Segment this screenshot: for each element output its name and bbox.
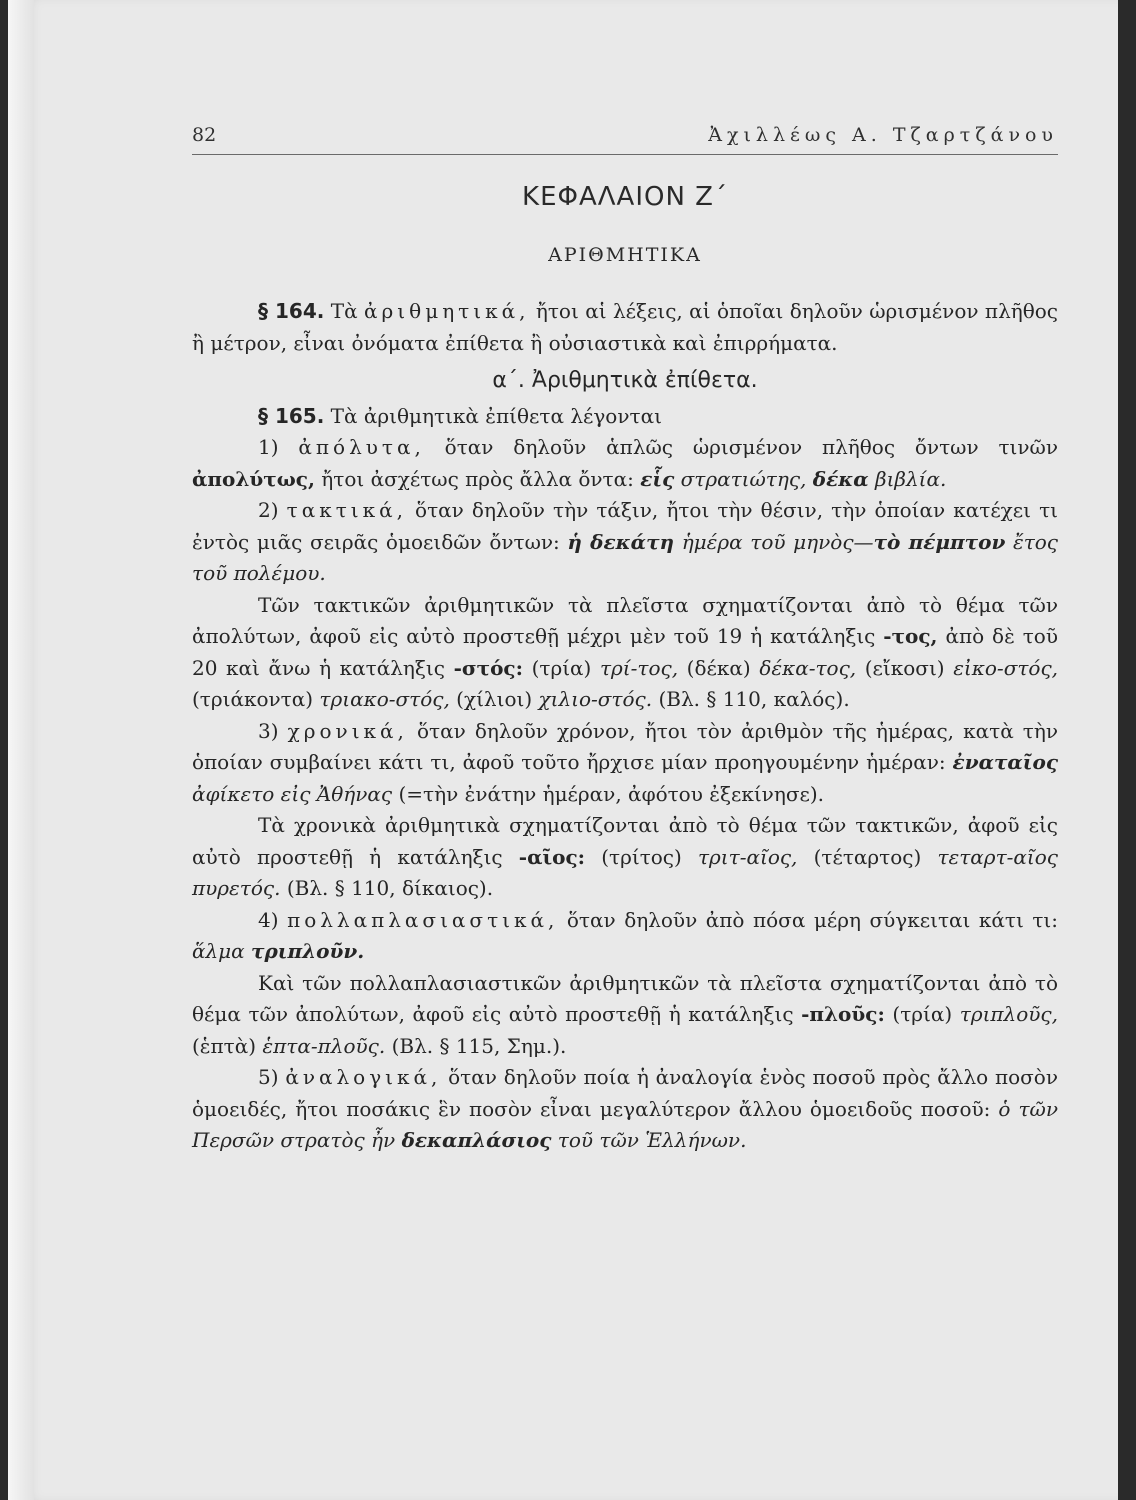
- spaced-term: τακτικά,: [286, 498, 407, 522]
- italic-example: τεταρτ-αῖος πυρετός.: [192, 844, 1058, 900]
- section-mark: § 165.: [258, 403, 325, 428]
- text-run: ἤτοι αἱ λέξεις, αἱ ὁποῖαι δηλοῦν ὡρισμένον πλῆθος ἢ μέτρον, εἶναι ὀνόματα ἐπίθετα ἢ οὐσιαστικὰ καὶ ἐπιρρήματα.: [192, 299, 1059, 355]
- text-run: Τὰ: [324, 299, 365, 323]
- bold-suffix: -αῖος:: [518, 844, 586, 869]
- text-run: Τὰ χρονικὰ ἀριθμητικὰ σχηματίζονται ἀπὸ τὸ θέμα τῶν τακτικῶν, ἀφοῦ εἰς αὐτὸ προστεθῇ ἡ κατάληξις: [192, 813, 1058, 869]
- paragraph-item-3: [192, 716, 1058, 811]
- paragraph-165: [192, 401, 1058, 433]
- paragraph-ordinal-formation: [192, 590, 1058, 716]
- text-run: (τέταρτος): [797, 844, 938, 869]
- text-run: Τῶν τακτικῶν ἀριθμητικῶν τὰ πλεῖστα σχηματίζονται ἀπὸ τὸ θέμα τῶν ἀπολύτων, ἀφοῦ εἰς αὐτὸ προστεθῇ μέχρι μὲν τοῦ 19 ἡ κατάληξις: [192, 592, 1058, 648]
- section-mark: § 164.: [258, 299, 325, 323]
- text-run: (τριάκοντα): [192, 687, 320, 711]
- text-run: (εἴκοσι): [856, 655, 954, 680]
- paragraph-item-2: [192, 495, 1058, 590]
- paragraph-item-4: [192, 905, 1058, 968]
- text-run: (χίλιοι): [449, 687, 539, 711]
- text-run: (δέκα): [678, 655, 760, 680]
- bold-term: ἀπολύτως,: [192, 466, 315, 491]
- italic-example: τριτ-αῖος,: [697, 844, 798, 869]
- bold-suffix: -τος,: [883, 624, 938, 648]
- text-run: (Βλ. § 115, Σημ.).: [385, 1033, 567, 1058]
- italic-example: χιλιο-στός.: [538, 687, 653, 711]
- subheading: α΄. Ἀριθμητικὰ ἐπίθετα.: [492, 368, 758, 393]
- paragraph-item-5: [192, 1062, 1058, 1157]
- bold-italic-example: ἐναταῖος: [952, 750, 1058, 774]
- text-run: (=τὴν ἐνάτην ἡμέραν, ἀφότου ἐξεκίνησε).: [392, 781, 824, 806]
- italic-example: ἑπτα-πλοῦς.: [262, 1033, 386, 1058]
- paragraph-multiplicative-formation: [192, 968, 1058, 1063]
- page-binding-edge: [8, 0, 34, 1500]
- bold-italic-example: τὸ πέμπτον: [873, 529, 1006, 554]
- italic-example: στρατιώτης,: [674, 466, 813, 491]
- page-number: 82: [192, 124, 217, 146]
- text-run: (τρία): [522, 655, 600, 680]
- section-title: ΑΡΙΘΜΗΤΙΚΑ: [548, 244, 702, 266]
- text-run: ὅταν δηλοῦν ἁπλῶς ὡρισμένον πλῆθος ὄντων τινῶν: [424, 435, 1058, 459]
- text-run: ὅταν δηλοῦν ἀπὸ πόσα μέρη σύγκειται κάτι τι:: [558, 907, 1058, 932]
- item-number: 2): [258, 498, 287, 522]
- body-text: [192, 296, 1058, 1157]
- text-run: (ἑπτὰ): [192, 1033, 263, 1058]
- spaced-term: πολλαπλασιαστικά,: [287, 907, 559, 932]
- item-number: 1): [258, 435, 299, 459]
- italic-example: ἡμέρα τοῦ μηνὸς—: [674, 529, 874, 554]
- bold-italic-example: ἡ δεκάτη: [567, 529, 675, 554]
- italic-example: τρί-τος,: [599, 655, 679, 680]
- text-run: ὅταν δηλοῦν ποία ἡ ἀναλογία ἑνὸς ποσοῦ πρὸς ἄλλο ποσὸν ὁμοειδές, ἤτοι ποσάκις ἓν ποσὸν εἶναι μεγαλύτερον ἄλλου ὁμοειδοῦς ποσοῦ:: [192, 1065, 1058, 1121]
- bold-italic-example: δεκαπλάσιος: [401, 1128, 552, 1152]
- italic-example: τοῦ τῶν Ἑλλήνων.: [551, 1128, 747, 1152]
- item-number: 3): [258, 718, 288, 743]
- bold-suffix: -στός:: [453, 655, 523, 680]
- text-run: (τρία): [884, 1002, 960, 1026]
- text-run: (τρίτος): [585, 844, 698, 869]
- spaced-term: ἀναλογικά,: [285, 1065, 442, 1089]
- item-number: 4): [258, 907, 288, 932]
- paragraph-temporal-formation: [192, 810, 1058, 905]
- text-run: ἤτοι ἀσχέτως πρὸς ἄλλα ὄντα:: [314, 466, 641, 491]
- italic-example: ὁ τῶν Περσῶν στρατὸς ἦν: [192, 1096, 1058, 1152]
- text-run: Καὶ τῶν πολλαπλασιαστικῶν ἀριθμητικῶν τὰ πλεῖστα σχηματίζονται ἀπὸ τὸ θέμα τῶν ἀπολύτων, ἀφοῦ εἰς αὐτὸ προστεθῇ ἡ κατάληξις: [192, 970, 1058, 1026]
- chapter-title: ΚΕΦΑΛΑΙΟΝ Ζ΄: [522, 182, 728, 212]
- italic-example: τριακο-στός,: [319, 687, 450, 711]
- italic-example: ἔτος τοῦ πολέμου.: [192, 529, 1059, 585]
- text-run: Τὰ ἀριθμητικὰ ἐπίθετα λέγονται: [324, 403, 662, 428]
- italic-example: εἰκο-στός,: [953, 655, 1059, 680]
- italic-example: ἀφίκετο εἰς Ἀθήνας: [192, 781, 393, 806]
- italic-example: ἅλμα: [192, 939, 252, 963]
- item-number: 5): [258, 1065, 286, 1089]
- bold-italic-example: δέκα: [812, 466, 869, 491]
- italic-example: τριπλοῦς,: [959, 1002, 1058, 1026]
- text-run: (Βλ. § 110, δίκαιος).: [280, 876, 494, 900]
- bold-italic-example: εἷς: [640, 466, 675, 491]
- text-run: ἀπὸ δὲ τοῦ 20 καὶ ἄνω ἡ κατάληξις: [192, 624, 1058, 680]
- running-header: [192, 120, 1058, 155]
- running-title: Ἀχιλλέως Α. Τζαρτζάνου: [708, 124, 1058, 146]
- spaced-term: ἀριθμητικά,: [364, 299, 530, 323]
- paragraph-item-1: [192, 432, 1058, 495]
- bold-italic-example: τριπλοῦν.: [251, 939, 365, 963]
- bold-suffix: -πλοῦς:: [801, 1002, 885, 1026]
- italic-example: βιβλία.: [868, 466, 947, 491]
- italic-example: δέκα-τος,: [759, 655, 857, 680]
- text-run: (Βλ. § 110, καλός).: [652, 687, 850, 711]
- spaced-term: χρονικά,: [287, 718, 408, 743]
- text-run: ὅταν δηλοῦν τὴν τάξιν, ἤτοι τὴν θέσιν, τὴν ὁποίαν κατέχει τι ἐντὸς μιᾶς σειρᾶς ὁμοειδῶν ὄντων:: [192, 498, 1058, 554]
- spaced-term: ἀπόλυτα,: [298, 435, 425, 459]
- paragraph-164: [192, 296, 1058, 359]
- text-run: ὅταν δηλοῦν χρόνον, ἤτοι τὸν ἀριθμὸν τῆς ἡμέρας, κατὰ τὴν ὁποίαν συμβαίνει κάτι τι, ἀφοῦ τοῦτο ἤρχισε μίαν προηγουμένην ἡμέραν:: [192, 718, 1058, 774]
